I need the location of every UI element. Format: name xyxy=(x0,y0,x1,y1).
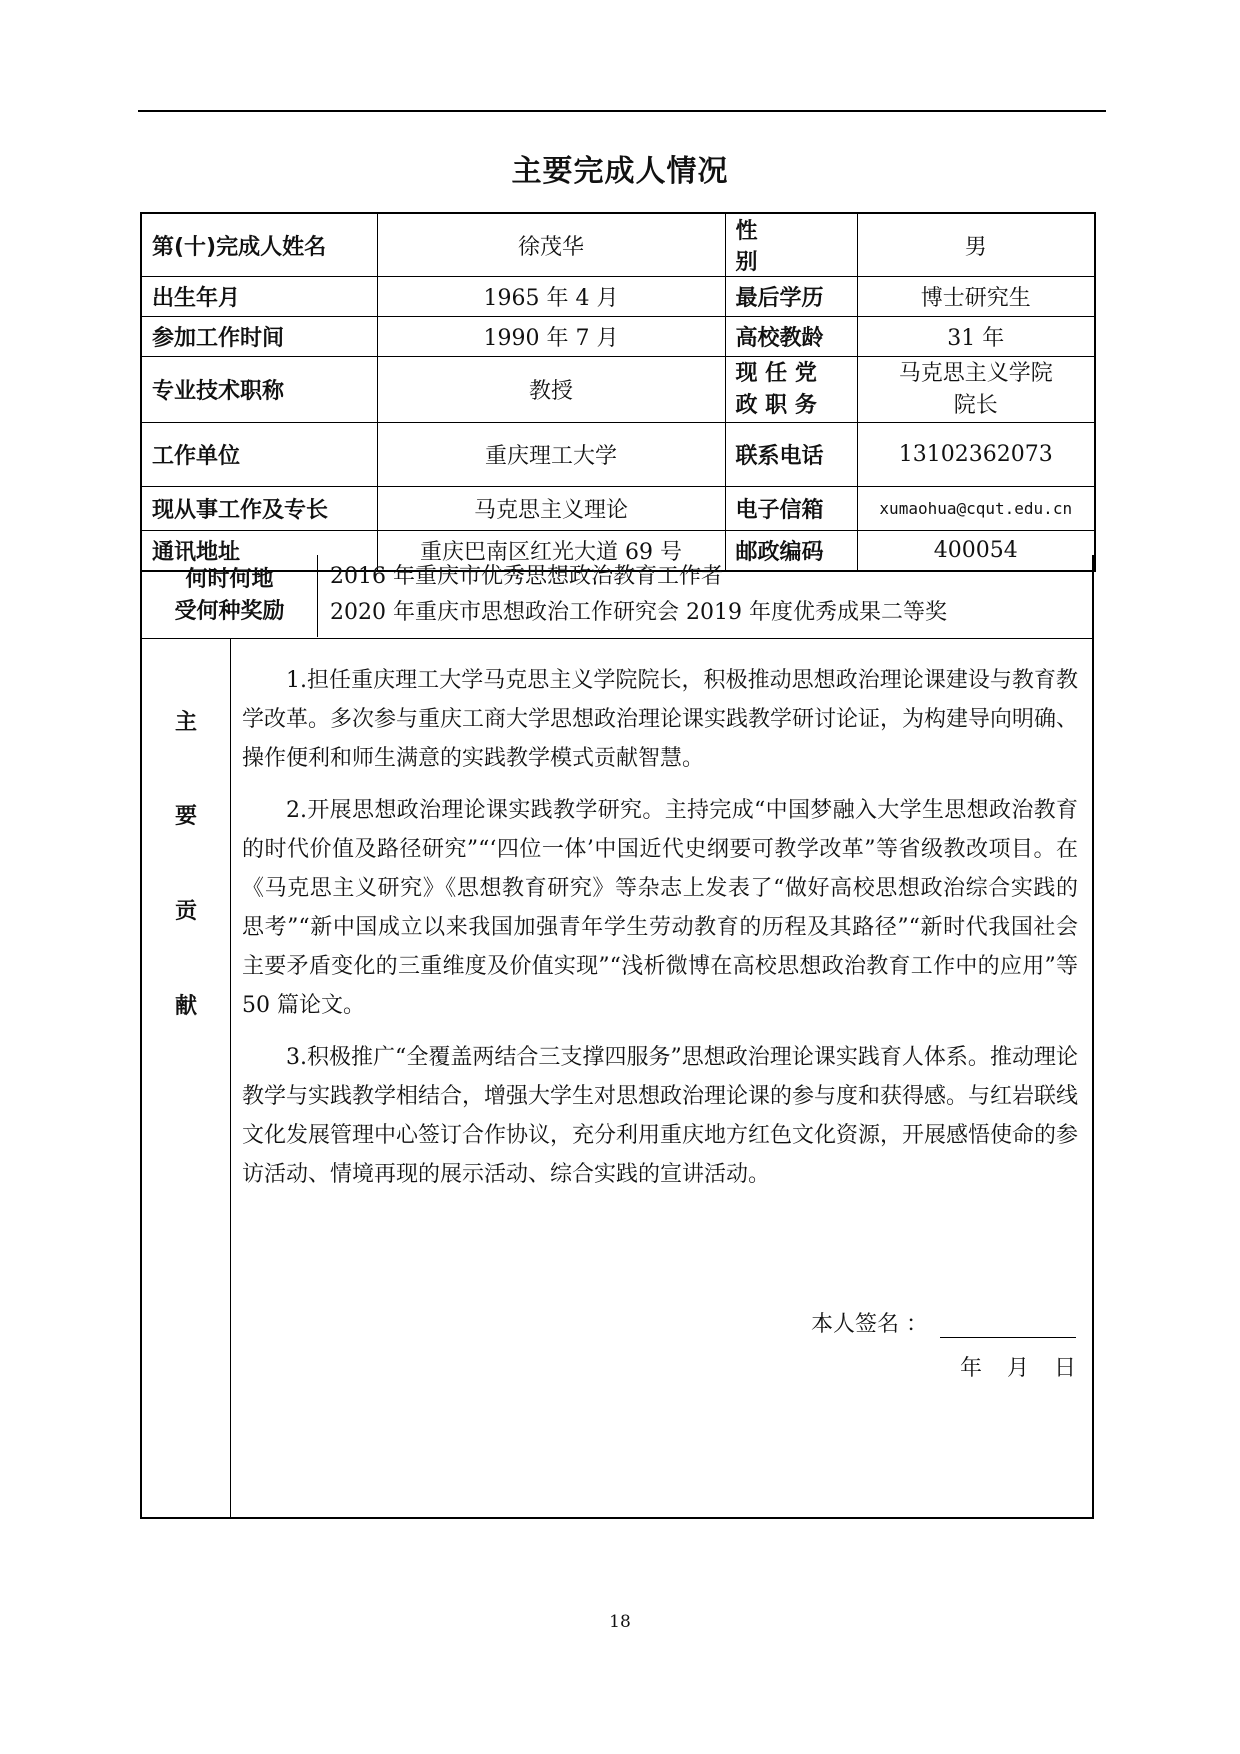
page-number: 18 xyxy=(609,1612,631,1632)
work-start-value: 1990 年 7 月 xyxy=(377,317,725,357)
teaching-years-value: 31 年 xyxy=(857,317,1095,357)
position-value-line: 院长 xyxy=(953,392,998,418)
birth-value: 1965 年 4 月 xyxy=(377,277,725,317)
table-row xyxy=(141,487,1095,531)
table-row xyxy=(141,423,1095,487)
employer-value: 重庆理工大学 xyxy=(377,423,725,487)
date-line: 年 月 日 xyxy=(960,1356,1076,1381)
page-title: 主要完成人情况 xyxy=(511,154,729,189)
work-start-label: 参加工作时间 xyxy=(141,317,377,357)
specialty-value: 马克思主义理论 xyxy=(377,487,725,531)
address-label: 通讯地址 xyxy=(141,531,377,571)
contribution-paragraph: 1.担任重庆理工大学马克思主义学院院长，积极推动思想政治理论课建设与教育教学改革。多次参与重庆工商大学思想政治理论课实践教学研讨论证，为构建导向明确、操作便利和师生满意的实践教学模式贡献智慧。 xyxy=(242,668,1079,771)
contribution-paragraph: 2.开展思想政治理论课实践教学研究。主持完成“中国梦融入大学生思想政治教育的时代价值及路径研究”“‘四位一体’中国近代史纲要可教学改革”等省级教改项目。在《马克思主义研究》《思想教育研究》等杂志上发表了“做好高校思想政治综合实践的思考”“新中国成立以来我国加强青年学生劳动教育的历程及其路径”“新时代我国社会主要矛盾变化的三重维度及价值实现”“浅析微博在高校思想政治教育工作中的应用”等 50 篇论文。 xyxy=(242,798,1078,1018)
postcode-label: 邮政编码 xyxy=(725,531,857,571)
awards-list xyxy=(330,559,947,631)
education-label: 最后学历 xyxy=(725,277,857,317)
contributions-label-char: 献 xyxy=(174,994,197,1019)
awards-label-line: 受何种奖励 xyxy=(174,599,285,624)
signature-blank xyxy=(940,1315,1076,1338)
signature-label: 本人签名 ： xyxy=(811,1312,928,1337)
table-row xyxy=(141,213,1095,277)
contributions-divider xyxy=(230,639,231,1517)
prof-title-label: 专业技术职称 xyxy=(141,357,377,423)
contributions-label-char: 主 xyxy=(174,710,197,735)
name-label: 第(十)完成人姓名 xyxy=(141,213,377,277)
award-item: 2020 年重庆市思想政治工作研究会 2019 年度优秀成果二等奖 xyxy=(330,600,947,625)
email-label: 电子信箱 xyxy=(725,487,857,531)
awards-label-line: 何时何地 xyxy=(185,567,274,592)
contributions-label-char: 要 xyxy=(174,804,197,829)
info-table xyxy=(140,212,1096,572)
award-item: 2016 年重庆市优秀思想政治教育工作者 xyxy=(330,564,723,589)
contribution-paragraph: 3.积极推广“全覆盖两结合三支撑四服务”思想政治理论课实践育人体系。推动理论教学与实践教学相结合，增强大学生对思想政治理论课的参与度和获得感。与红岩联线文化发展管理中心签订合作协议，充分利用重庆地方红色文化资源，开展感悟使命的参访活动、情境再现的展示活动、综合实践的宣讲活动。 xyxy=(242,1045,1079,1187)
teaching-years-label: 高校教龄 xyxy=(725,317,857,357)
header-rule xyxy=(138,110,1106,112)
address-value: 重庆巴南区红光大道 69 号 xyxy=(377,531,725,571)
prof-title-value: 教授 xyxy=(377,357,725,423)
signature-line xyxy=(811,1307,1076,1338)
position-value xyxy=(857,357,1095,423)
contributions-text xyxy=(242,661,1078,1207)
awards-divider xyxy=(317,555,318,637)
table-row xyxy=(141,277,1095,317)
postcode-value: 400054 xyxy=(857,531,1095,571)
table-row xyxy=(141,357,1095,423)
position-value-line: 马克思主义学院 xyxy=(898,360,1053,386)
position-label xyxy=(725,357,857,423)
contributions-section xyxy=(140,639,1094,1519)
gender-label: 性 别 xyxy=(725,213,857,277)
awards-section xyxy=(140,555,1094,639)
position-label-line: 现 任 党 xyxy=(735,360,817,386)
birth-label: 出生年月 xyxy=(141,277,377,317)
education-value: 博士研究生 xyxy=(857,277,1095,317)
phone-value: 13102362073 xyxy=(857,423,1095,487)
name-value: 徐茂华 xyxy=(377,213,725,277)
employer-label: 工作单位 xyxy=(141,423,377,487)
contributions-label-char: 贡 xyxy=(174,899,197,924)
email-value: xumaohua@cqut.edu.cn xyxy=(857,487,1095,531)
table-row xyxy=(141,317,1095,357)
specialty-label: 现从事工作及专长 xyxy=(141,487,377,531)
position-label-line: 政 职 务 xyxy=(735,392,817,418)
awards-label xyxy=(142,555,317,637)
gender-value: 男 xyxy=(857,213,1095,277)
phone-label: 联系电话 xyxy=(725,423,857,487)
